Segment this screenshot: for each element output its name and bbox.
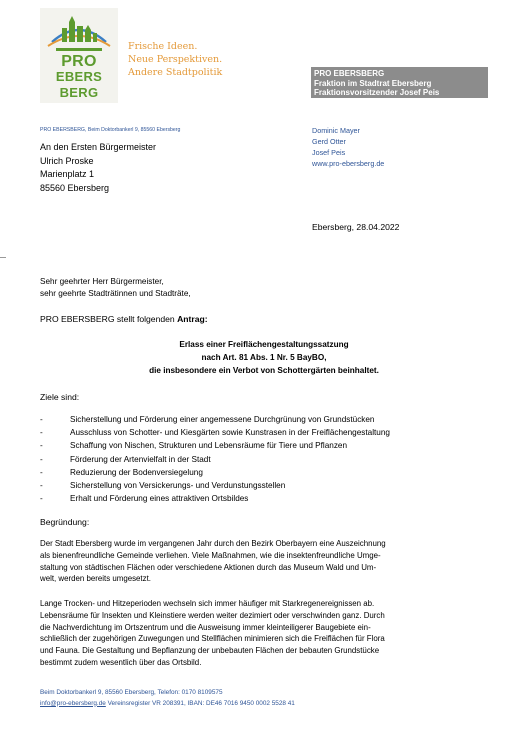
paragraph-line: und Fauna. Die Gestaltung und Bepflanzung der unbebauten Flächen der bebauten Grundstücke	[40, 646, 380, 656]
reason-paragraph-2	[40, 598, 480, 669]
website-link[interactable]: www.pro-ebersberg.de	[312, 159, 385, 168]
list-item: - Schaffung von Nischen, Strukturen und Lebensräume für Tiere und Pflanzen	[40, 439, 480, 452]
contact-name: Dominic Mayer	[312, 126, 360, 135]
goal-text: Erhalt und Förderung eines attraktiven Ortsbildes	[70, 494, 249, 504]
slogan	[128, 40, 222, 79]
paragraph-line: welt, werden bereits umgesetzt.	[40, 574, 151, 584]
salutation-line: Sehr geehrter Herr Bürgermeister,	[40, 277, 164, 286]
email-link[interactable]: info@pro-ebersberg.de	[40, 699, 106, 707]
goals-list	[40, 413, 480, 505]
slogan-line: Andere Stadtpolitik	[128, 67, 223, 78]
goal-text: Reduzierung der Bodenversiegelung	[70, 467, 203, 477]
recipient-address	[40, 141, 156, 195]
motion-title-line: die insbesondere ein Verbot von Schottergärten beinhaltet.	[149, 365, 379, 375]
goal-text: Sicherstellung und Förderung einer angemessene Durchgrünung von Grundstücken	[70, 415, 375, 424]
recipient-line: 85560 Ebersberg	[40, 182, 110, 193]
motion-title	[40, 339, 488, 377]
recipient-line: An den Ersten Bürgermeister	[40, 142, 157, 152]
slogan-line: Neue Perspektiven.	[128, 54, 223, 65]
intro-sentence	[40, 314, 208, 324]
motion-title-line: Erlass einer Freiflächengestaltungssatzung	[179, 340, 349, 349]
reason-paragraph-1	[40, 538, 480, 585]
footer-registry: Vereinsregister VR 208391, IBAN: DE46 7016 9450 0002 5528 41	[105, 699, 295, 707]
faction-box	[311, 67, 488, 98]
paragraph-line: die Nachverdichtung im Ortszentrum und die Ausweisung immer kleinteiligerer Baugebiete ein-	[40, 622, 371, 632]
contact-name: Josef Peis	[312, 148, 346, 157]
paragraph-line: Lebensräume für Insekten und Kleinstiere werden weiter dezimiert oder verschwinden ganz. Durch	[40, 610, 385, 620]
list-item: - Ausschluss von Schotter- und Kiesgärten sowie Kunstrasen in der Freiflächengestaltung	[40, 426, 480, 439]
logo-text-ebers: EBERS	[55, 69, 103, 84]
list-item: - Sicherstellung von Versickerungs- und Verdunstungsstellen	[40, 479, 480, 492]
contact-list	[312, 125, 384, 169]
recipient-line: Marienplatz 1	[40, 169, 95, 180]
letter-date: Ebersberg, 28.04.2022	[312, 222, 400, 232]
intro-text: PRO EBERSBERG stellt folgenden	[40, 314, 178, 324]
letter-footer	[40, 688, 295, 709]
list-item: - Erhalt und Förderung eines attraktiven Ortsbildes	[40, 492, 480, 505]
sender-return-address: PRO EBERSBERG, Beim Doktorbankerl 9, 85560 Ebersberg	[40, 127, 181, 133]
paragraph-line: Der Stadt Ebersberg wurde im vergangenen Jahr durch den Bezirk Oberbayern eine Auszeichnung	[40, 539, 386, 548]
paragraph-line: bestimmt zudem wesentlich über das Ortsbild.	[40, 657, 202, 667]
salutation	[40, 276, 191, 300]
intro-bold: Antrag:	[177, 314, 208, 324]
list-item: - Förderung der Artenvielfalt in der Stadt	[40, 453, 480, 466]
city-skyline-icon	[40, 8, 118, 56]
paragraph-line: staltung von städtischen Flächen oder verschiedene Aktionen durch das Museum Wald und Um-	[40, 562, 377, 572]
motion-title-line: nach Art. 81 Abs. 1 Nr. 5 BayBO,	[201, 352, 327, 362]
footer-contact	[40, 699, 295, 710]
goal-text: Sicherstellung von Versickerungs- und Verdunstungsstellen	[70, 480, 286, 490]
list-item: - Reduzierung der Bodenversiegelung	[40, 466, 480, 479]
logo-text-berg: BERG	[59, 85, 99, 100]
goal-text: Förderung der Artenvielfalt in der Stadt	[70, 454, 211, 464]
paragraph-line: schließlich der zugehörigen Zuwegungen und Stellflächen minimieren sich die Freiflächen für Flora	[40, 634, 385, 644]
footer-address: Beim Doktorbankerl 9, 85560 Ebersberg, Telefon: 0170 8109575	[40, 689, 223, 696]
salutation-line: sehr geehrte Stadträtinnen und Stadträte,	[40, 289, 191, 299]
faction-name: PRO EBERSBERG	[314, 69, 385, 78]
paragraph-line: Lange Trocken- und Hitzeperioden wechseln sich immer häufiger mit Starkregenereignissen ab.	[40, 599, 375, 608]
recipient-line: Ulrich Proske	[40, 155, 94, 166]
logo-text-pro: PRO	[61, 53, 97, 70]
slogan-line: Frische Ideen.	[128, 41, 198, 52]
contact-name: Gerd Otter	[312, 137, 346, 146]
goal-text: Schaffung von Nischen, Strukturen und Lebensräume für Tiere und Pflanzen	[70, 441, 348, 451]
list-item: - Sicherstellung und Förderung einer angemessene Durchgrünung von Grundstücken	[40, 413, 480, 426]
faction-description: Fraktion im Stadtrat Ebersberg	[314, 78, 432, 88]
fold-mark	[0, 257, 6, 258]
paragraph-line: als bienenfreundliche Gemeinde verliehen. Viele Maßnahmen, wie die insektenfreundliche Umge-	[40, 550, 381, 560]
pro-ebersberg-logo	[40, 8, 118, 103]
reason-heading: Begründung:	[40, 517, 90, 527]
faction-chair: Fraktionsvorsitzender Josef Peis	[314, 88, 440, 97]
goals-heading: Ziele sind:	[40, 392, 80, 402]
goal-text: Ausschluss von Schotter- und Kiesgärten sowie Kunstrasen in der Freiflächengestaltung	[70, 428, 390, 438]
